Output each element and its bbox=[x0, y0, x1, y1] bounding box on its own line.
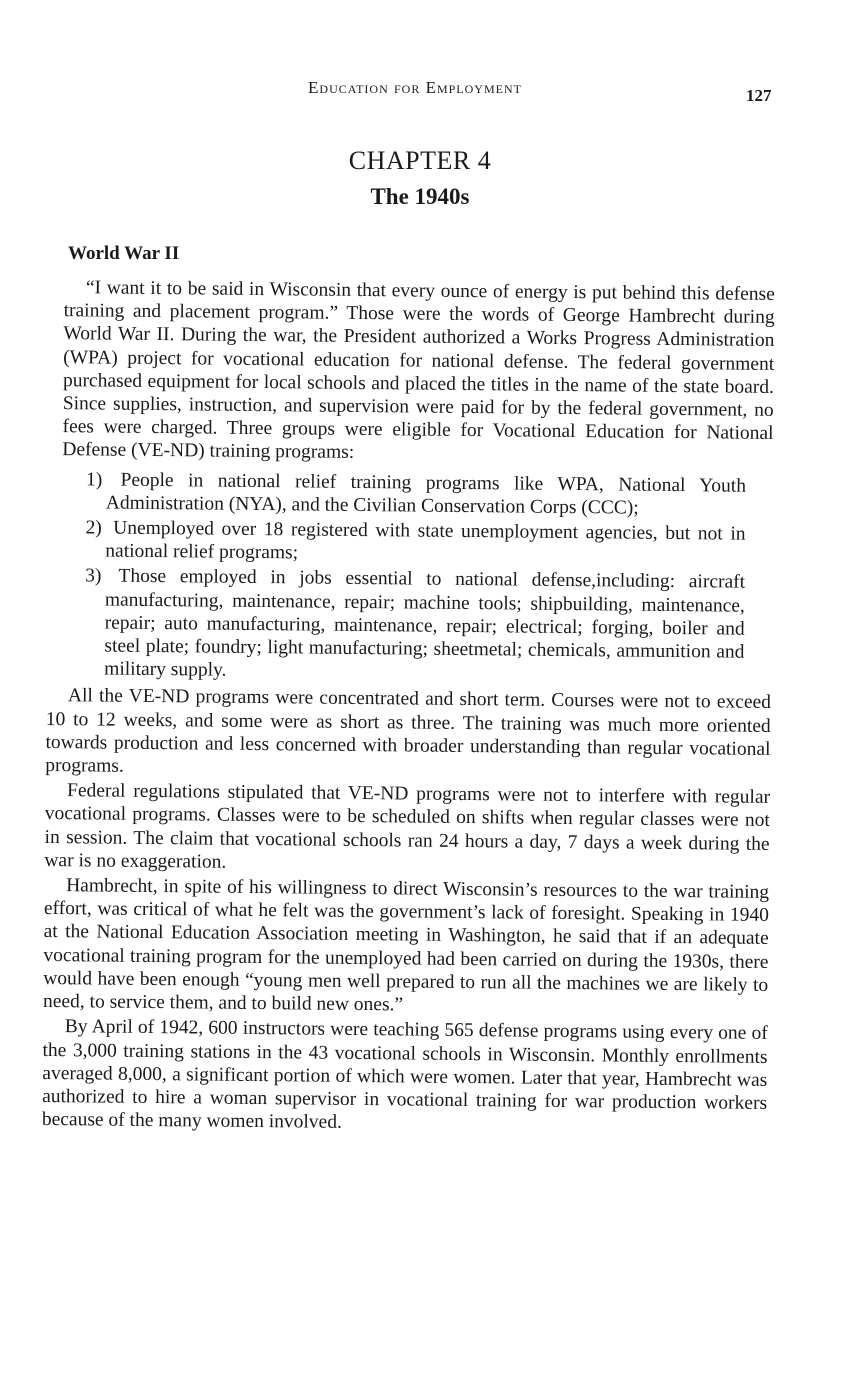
paragraph-hambrecht: Hambrecht, in spite of his willingness to direct Wisconsin’s resources to the war training effort, was critical of what he felt was the government’s lack of foresight. Speaking in 1940 at the National Education Association meeting in Washington, he said that if an adequate vocational training program for the unemployed had been carried on during the 1930s, there would have been enough “young men well prepared to run all the machines we are likely to need, to service them, and to build new ones.” bbox=[42, 875, 770, 1016]
eligible-groups-list bbox=[46, 468, 773, 688]
chapter-subtitle: The 1940s bbox=[370, 184, 470, 209]
list-item-number: 1) bbox=[85, 468, 103, 491]
paragraph-enrollment: By April of 1942, 600 instructors were teaching 565 defense programs using every one of the 3,000 training stations in the 43 vocational schools in Wisconsin. Monthly enrollments averaged 8,000, a significant portion of which were women. Later that year, Hambrecht was authorized to hire a woman supervisor in vocational training for war production workers because of the many women involved. bbox=[41, 1016, 768, 1133]
paragraph-intro: “I want it to be said in Wisconsin that every ounce of energy is put behind this defense training and placement program.” Those were the words of George Hambrecht during World War II. During the war, the President authorized a Works Progress Administration (WPA) project for vocational education for national defense. The federal government purchased equipment for local schools and placed the titles in the name of the state board. Since supplies, instruction, and supervision were paid for by the federal government, no fees were charged. Three groups were eligible for Vocational Education for National Defense (VE-ND) training programs: bbox=[62, 277, 775, 464]
list-item bbox=[85, 516, 745, 569]
paragraph-regulations: Federal regulations stipulated that VE-ND programs were not to interfere with regular vocational programs. Classes were to be scheduled on shifts when regular classes were not in session. The claim that vocational schools ran 24 hours a day, 7 days a week during the war is no exaggeration. bbox=[44, 780, 771, 873]
list-item bbox=[84, 565, 745, 687]
list-item-number: 3) bbox=[85, 565, 102, 587]
paragraph-programs: All the VE-ND programs were concentrated and short term. Courses were not to exceed 10 to 12 weeks, and some were as short as three. The training was much more oriented towards production and less concerned with broader understanding than regular vocational programs. bbox=[45, 685, 772, 777]
chapter-title: CHAPTER 4 bbox=[348, 146, 492, 175]
list-item-text: People in national relief training programs like WPA, National Youth Administration (NYA), and the Civilian Conservation Corps (CCC); bbox=[105, 469, 747, 519]
list-item-text: Those employed in jobs essential to national defense,including: aircraft manufacturing, maintenance, repair; machine tools; shipbuilding, maintenance, repair; auto manufacturing, maintenance, repair; electrical; forging, boiler and steel plate; foundry; light manufacturing; sheetmetal; chemicals, ammunition and military supply. bbox=[104, 566, 746, 681]
page-number: 127 bbox=[746, 86, 772, 105]
running-head: Education for Employment bbox=[308, 78, 522, 97]
body-text bbox=[42, 276, 775, 1140]
section-heading: World War II bbox=[68, 243, 180, 264]
list-item-number: 2) bbox=[85, 517, 102, 539]
list-item bbox=[86, 468, 746, 521]
list-item-text: Unemployed over 18 registered with state unemployment agencies, but not in national relief programs; bbox=[105, 517, 746, 564]
